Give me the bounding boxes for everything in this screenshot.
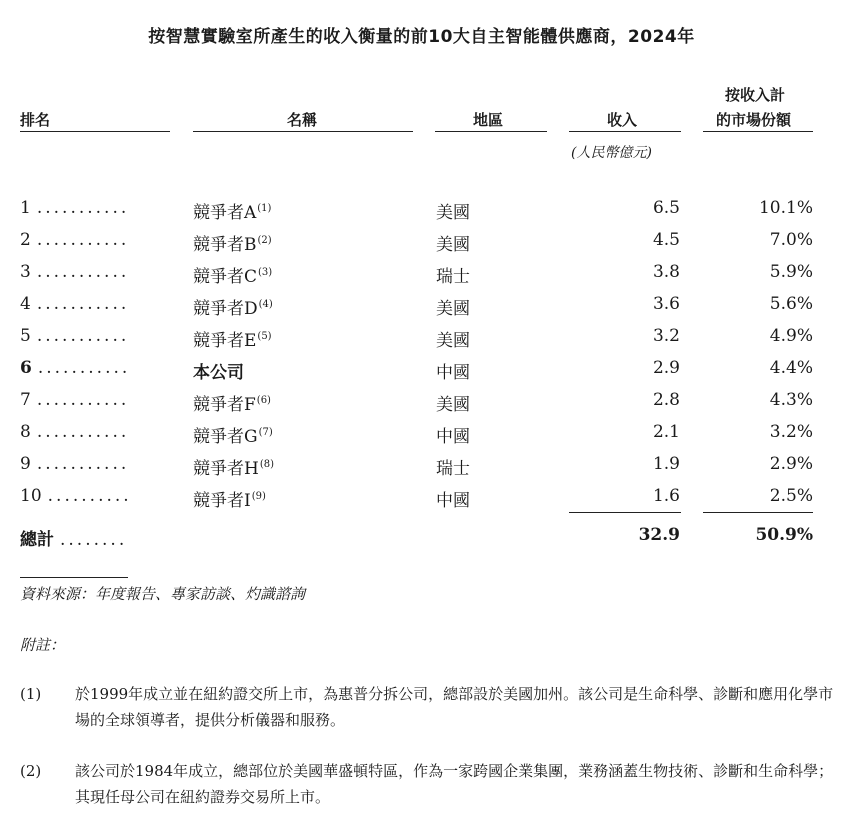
rank-cell: 3 ........... bbox=[20, 262, 130, 282]
region-cell: 中國 bbox=[436, 363, 470, 383]
revenue-cell: 2.1 bbox=[652, 422, 680, 442]
share-cell: 2.9% bbox=[769, 454, 813, 474]
rank-cell: 1 ........... bbox=[20, 198, 130, 218]
total-row bbox=[0, 525, 843, 555]
table-row bbox=[0, 422, 843, 452]
table-row-company bbox=[0, 358, 843, 388]
share-cell: 5.9% bbox=[769, 262, 813, 282]
header-rank: 排名 bbox=[20, 111, 51, 129]
total-rule-revenue bbox=[569, 512, 681, 513]
rank-cell: 5 ........... bbox=[20, 326, 130, 346]
name-cell: 競爭者$B^{(2)}$ bbox=[193, 235, 272, 255]
name-cell: 競爭者$I^{(9)}$ bbox=[193, 491, 266, 511]
rank-cell: 9 ........... bbox=[20, 454, 130, 474]
table-title: 按智慧實驗室所產生的收入衡量的前10大自主智能體供應商，2024年 bbox=[148, 27, 695, 47]
footnote-ref: (8) bbox=[259, 459, 274, 471]
footnote-number: (1) bbox=[20, 685, 42, 703]
name-cell: 競爭者$D^{(4)}$ bbox=[193, 299, 273, 319]
share-cell: 4.4% bbox=[769, 358, 813, 378]
footnote-ref: (4) bbox=[258, 299, 273, 311]
total-rule-share bbox=[703, 512, 813, 513]
footnote-text: 於1999年成立並在紐約證交所上市，為惠普分拆公司，總部設於美國加州。該公司是生命科學、診斷和應用化學市場的全球領導者，提供分析儀器和服務。 bbox=[75, 685, 834, 729]
region-cell: 瑞士 bbox=[436, 459, 470, 479]
footnote-number: (2) bbox=[20, 762, 42, 780]
revenue-cell: 3.2 bbox=[652, 326, 680, 346]
revenue-unit: (人民幣億元) bbox=[571, 145, 652, 161]
rank-cell: 7 ........... bbox=[20, 390, 130, 410]
name-cell: 競爭者$E^{(5)}$ bbox=[193, 331, 272, 351]
share-cell: 4.9% bbox=[769, 326, 813, 346]
source-note: 資料來源：年度報告、專家訪談、灼識諮詢 bbox=[20, 585, 306, 603]
region-cell: 瑞士 bbox=[436, 267, 470, 287]
share-cell: 4.3% bbox=[769, 390, 813, 410]
header-rule-region bbox=[435, 131, 547, 132]
footnote-ref: (9) bbox=[251, 491, 266, 503]
region-cell: 美國 bbox=[436, 395, 470, 415]
region-cell: 中國 bbox=[436, 491, 470, 511]
footnote-ref: (1) bbox=[257, 203, 272, 215]
share-cell: 7.0% bbox=[769, 230, 813, 250]
revenue-cell: 6.5 bbox=[652, 198, 680, 218]
header-rule-name bbox=[193, 131, 413, 132]
header-region: 地區 bbox=[473, 111, 504, 129]
footnote-ref: (7) bbox=[258, 427, 273, 439]
total-label-cell: 總計 ........ bbox=[20, 530, 128, 550]
table-row bbox=[0, 454, 843, 484]
notes-heading: 附註： bbox=[20, 636, 66, 654]
name-cell: 本公司 bbox=[193, 363, 244, 383]
rank-cell: 4 ........... bbox=[20, 294, 130, 314]
table-row bbox=[0, 262, 843, 292]
footnote-ref: (5) bbox=[257, 331, 272, 343]
revenue-cell: 2.9 bbox=[652, 358, 680, 378]
rank-cell: 6 ........... bbox=[20, 358, 131, 378]
region-cell: 美國 bbox=[436, 331, 470, 351]
revenue-cell: 1.6 bbox=[652, 486, 680, 506]
header-share-line1: 按收入計 bbox=[725, 86, 786, 104]
name-cell: 競爭者$C^{(3)}$ bbox=[193, 267, 273, 287]
header-share-line2: 的市場份額 bbox=[716, 111, 792, 129]
region-cell: 美國 bbox=[436, 203, 470, 223]
revenue-cell: 4.5 bbox=[652, 230, 680, 250]
rank-cell: 2 ........... bbox=[20, 230, 130, 250]
revenue-cell: 1.9 bbox=[652, 454, 680, 474]
footnote-ref: (2) bbox=[257, 235, 272, 247]
header-rule-revenue bbox=[569, 131, 681, 132]
header-rule-share bbox=[703, 131, 813, 132]
table-row bbox=[0, 294, 843, 324]
rank-cell: 8 ........... bbox=[20, 422, 130, 442]
name-cell: 競爭者$A^{(1)}$ bbox=[193, 203, 272, 223]
rank-cell: 10 .......... bbox=[20, 486, 132, 506]
table-row bbox=[0, 230, 843, 260]
table-row bbox=[0, 326, 843, 356]
name-cell: 競爭者$H^{(8)}$ bbox=[193, 459, 274, 479]
share-cell: 3.2% bbox=[769, 422, 813, 442]
name-cell: 競爭者$F^{(6)}$ bbox=[193, 395, 271, 415]
total-share: 50.9% bbox=[755, 525, 813, 545]
region-cell: 美國 bbox=[436, 299, 470, 319]
total-revenue: 32.9 bbox=[638, 525, 680, 545]
share-cell: 5.6% bbox=[769, 294, 813, 314]
header-rule-rank bbox=[20, 131, 170, 132]
header-name: 名稱 bbox=[287, 111, 318, 129]
revenue-cell: 3.8 bbox=[652, 262, 680, 282]
share-cell: 2.5% bbox=[769, 486, 813, 506]
footnote-text: 該公司於1984年成立，總部位於美國華盛頓特區，作為一家跨國企業集團，業務涵蓋生物技術、診斷和生命科學；其現任母公司在紐約證券交易所上市。 bbox=[75, 762, 834, 806]
source-divider bbox=[20, 577, 128, 578]
region-cell: 美國 bbox=[436, 235, 470, 255]
header-revenue: 收入 bbox=[607, 111, 638, 129]
share-cell: 10.1% bbox=[758, 198, 813, 218]
table-row bbox=[0, 390, 843, 420]
footnote-ref: (6) bbox=[256, 395, 271, 407]
name-cell: 競爭者$G^{(7)}$ bbox=[193, 427, 273, 447]
region-cell: 中國 bbox=[436, 427, 470, 447]
table-row bbox=[0, 198, 843, 228]
revenue-cell: 3.6 bbox=[652, 294, 680, 314]
footnote-ref: (3) bbox=[258, 267, 273, 279]
revenue-cell: 2.8 bbox=[652, 390, 680, 410]
